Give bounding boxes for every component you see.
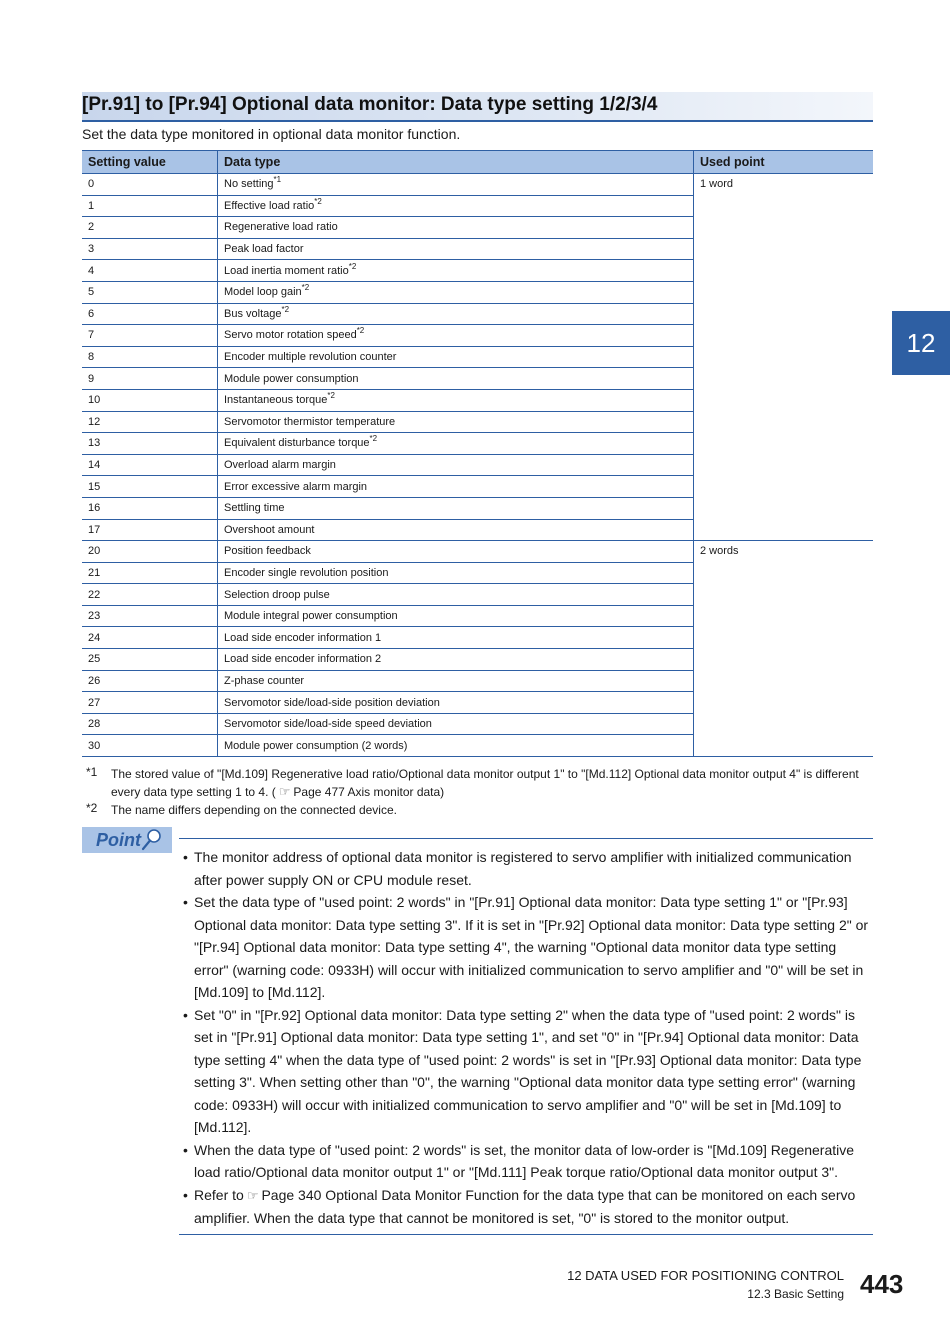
setting-value-cell: 21: [82, 562, 218, 584]
point-bullet: • When the data type of "used point: 2 words" is set, the monitor data of low-order is "[Md.109] Regenerative load ratio/Optional data monitor output 1" or "[Md.111] Peak torque ratio/Optional data monitor output 3".: [183, 1141, 855, 1180]
point-badge: [82, 827, 172, 853]
footnote-ref: *2: [301, 283, 310, 293]
setting-value-cell: 26: [82, 670, 218, 692]
footnote-ref: *2: [327, 391, 335, 401]
setting-value-cell: 14: [82, 454, 218, 476]
point-bottom-rule: [179, 1234, 873, 1235]
setting-value-cell: 3: [82, 238, 218, 260]
footnote-1-text: The stored value of "[Md.109] Regenerative load ratio/Optional data monitor output 1" to "[Md.112] Optional data monitor output 4" is different every data type setting 1 to 4. (: [111, 767, 859, 799]
data-type-cell: Load inertia moment ratio$^{*2}$: [218, 260, 694, 282]
data-type-cell: Effective load ratio$^{*2}$: [218, 195, 694, 217]
setting-value-cell: 27: [82, 692, 218, 714]
chapter-tab[interactable]: 12: [892, 311, 950, 375]
data-type-cell: Module power consumption (2 words): [218, 735, 694, 757]
setting-value-cell: 8: [82, 346, 218, 368]
setting-value-cell: 2: [82, 217, 218, 239]
setting-value-cell: 4: [82, 260, 218, 282]
setting-value-cell: 20: [82, 541, 218, 563]
data-type-cell: Overshoot amount: [218, 519, 694, 541]
reference-hand-icon: ☞: [246, 1187, 259, 1203]
data-type-cell: Load side encoder information 1: [218, 627, 694, 649]
data-type-cell: Module integral power consumption: [218, 605, 694, 627]
setting-value-cell: 10: [82, 389, 218, 411]
footnote-2-text: The name differs depending on the connected device.: [111, 803, 397, 817]
point-bullet-list: [183, 846, 873, 1230]
setting-value-cell: 13: [82, 433, 218, 455]
data-type-cell: Model loop gain$^{*2}$: [218, 281, 694, 303]
setting-value-cell: 23: [82, 605, 218, 627]
data-type-cell: Overload alarm margin: [218, 454, 694, 476]
page-number: 443: [860, 1269, 904, 1299]
data-type-cell: Encoder single revolution position: [218, 562, 694, 584]
used-point-cell: 2 words: [694, 541, 874, 757]
data-type-cell: Z-phase counter: [218, 670, 694, 692]
data-type-table: [82, 150, 873, 757]
data-type-cell: Peak load factor: [218, 238, 694, 260]
magnifier-icon: [140, 828, 162, 852]
table-header-row: [82, 151, 873, 174]
data-type-cell: Settling time: [218, 497, 694, 519]
setting-value-cell: 25: [82, 649, 218, 671]
data-type-cell: No setting$^{*1}$: [218, 174, 694, 196]
setting-value-cell: 22: [82, 584, 218, 606]
point-bullet: • Refer to ☞ Page 340 Optional Data Monitor Function for the data type that can be monitored on each servo amplifier. When the data type that cannot be monitored is set, "0" is stored to the monitor output.: [183, 1186, 856, 1226]
table-row: [82, 541, 873, 563]
setting-value-cell: 15: [82, 476, 218, 498]
section-description: Set the data type monitored in optional data monitor function.: [82, 126, 461, 142]
data-type-cell: Instantaneous torque$^{*2}$: [218, 389, 694, 411]
footnote-ref: *2: [356, 326, 365, 336]
data-type-cell: Error excessive alarm margin: [218, 476, 694, 498]
data-type-cell: Selection droop pulse: [218, 584, 694, 606]
setting-value-cell: 28: [82, 713, 218, 735]
footnote-ref: *1: [273, 175, 282, 185]
footnote-1-link[interactable]: Page 477 Axis monitor data): [293, 785, 445, 799]
footer-chapter: 12 DATA USED FOR POSITIONING CONTROL: [567, 1268, 844, 1283]
footnote-ref: *2: [314, 196, 322, 206]
data-type-cell: Module power consumption: [218, 368, 694, 390]
point-bullet: • The monitor address of optional data monitor is registered to servo amplifier with initialized communication after power supply ON or CPU module reset.: [183, 849, 852, 888]
data-type-cell: Bus voltage$^{*2}$: [218, 303, 694, 325]
section-title-bar: [82, 92, 873, 122]
point-bullet: • Set "0" in "[Pr.92] Optional data monitor: Data type setting 2" when the data type of "used point: 2 words" is set in "[Pr.91] Optional data monitor: Data type setting 1", and set "0" in "[Pr.94] Optional data monitor: Data type setting 4" when the data type of "used point: 2 words" is set in "[Pr.93] Optional data monitor: Data type setting 3". When setting other than "0", the warning "Optional data monitor data type setting error" (warning code: 0933H) will occur with initialized communication to servo amplifier and "0" will be set in [Md.109] to [Md.112].: [183, 1006, 862, 1135]
footnote-ref: *2: [348, 261, 357, 271]
setting-value-cell: 1: [82, 195, 218, 217]
table-row: [82, 174, 873, 196]
data-type-cell: Servo motor rotation speed$^{*2}$: [218, 325, 694, 347]
used-point-cell: 1 word: [694, 174, 874, 541]
footnote-2-mark: *2: [86, 801, 98, 815]
footnote-1-mark: *1: [86, 765, 98, 779]
data-type-cell: Regenerative load ratio: [218, 217, 694, 239]
data-type-cell: Position feedback: [218, 541, 694, 563]
data-type-cell: Equivalent disturbance torque$^{*2}$: [218, 433, 694, 455]
setting-value-cell: 30: [82, 735, 218, 757]
table-body: [82, 174, 873, 757]
col-header-data-type: Data type: [218, 151, 694, 174]
footer-section: 12.3 Basic Setting: [747, 1287, 844, 1301]
setting-value-cell: 6: [82, 303, 218, 325]
setting-value-cell: 5: [82, 281, 218, 303]
data-type-cell: Encoder multiple revolution counter: [218, 346, 694, 368]
setting-value-cell: 12: [82, 411, 218, 433]
point-reference-link[interactable]: Page 340 Optional Data Monitor Function for the data type that can be monitored on each servo amplifier. When the data type that cannot be monitored is set, "0" is stored to the monitor output.: [194, 1186, 856, 1226]
footnote-1: [86, 765, 859, 799]
data-type-cell: Load side encoder information 2: [218, 649, 694, 671]
data-type-cell: Servomotor side/load-side speed deviation: [218, 713, 694, 735]
col-header-used-point: Used point: [694, 151, 874, 174]
footnote-2: [86, 801, 397, 817]
setting-value-cell: 0: [82, 174, 218, 196]
setting-value-cell: 16: [82, 497, 218, 519]
section-title: [Pr.91] to [Pr.94] Optional data monitor: Data type setting 1/2/3/4: [82, 94, 658, 115]
footnote-ref: *2: [369, 434, 378, 444]
setting-value-cell: 7: [82, 325, 218, 347]
point-top-rule: [179, 838, 873, 839]
reference-hand-icon: ☞: [278, 784, 291, 799]
col-header-setting-value: Setting value: [82, 151, 218, 174]
data-type-cell: Servomotor side/load-side position deviation: [218, 692, 694, 714]
footnote-ref: *2: [281, 304, 290, 314]
point-label: Point: [96, 830, 141, 850]
point-bullet: • Set the data type of "used point: 2 words" in "[Pr.91] Optional data monitor: Data type setting 1" or "[Pr.93] Optional data monitor: Data type setting 3". If it is set in "[Pr.92] Optional data monitor: Data type setting 2" or "[Pr.94] Optional data monitor: Data type setting 4", the warning "Optional data monitor data type setting error" (warning code: 0933H) will occur with initialized communication to servo amplifier and "0" will be set in [Md.109] to [Md.112].: [183, 894, 869, 1000]
setting-value-cell: 9: [82, 368, 218, 390]
setting-value-cell: 17: [82, 519, 218, 541]
setting-value-cell: 24: [82, 627, 218, 649]
data-type-cell: Servomotor thermistor temperature: [218, 411, 694, 433]
